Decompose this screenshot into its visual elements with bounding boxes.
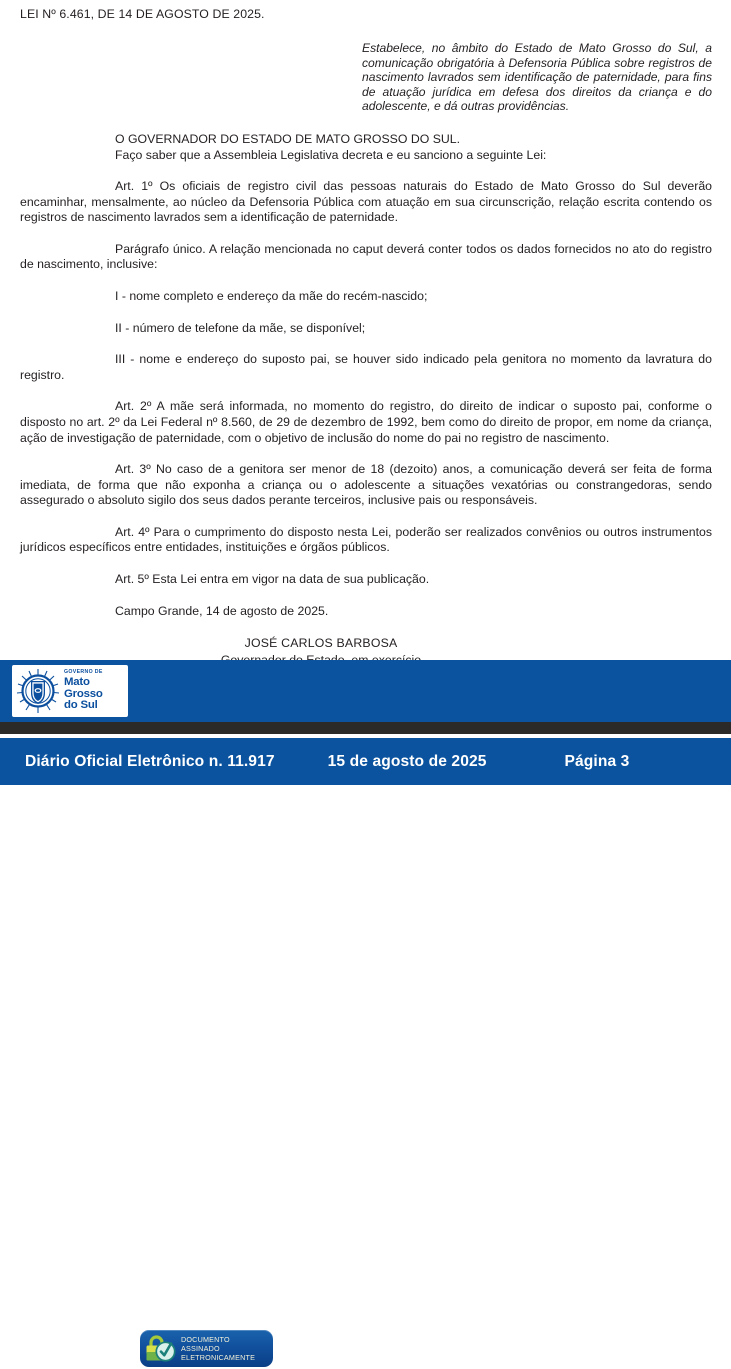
article-5: Art. 5º Esta Lei entra em vigor na data de sua publicação.: [115, 572, 430, 587]
preamble-line-governor: O GOVERNADOR DO ESTADO DE MATO GROSSO DO SUL.: [115, 131, 461, 146]
seal-line-2: ASSINADO: [181, 1343, 220, 1353]
article-1: Art. 1º Os oficiais de registro civil das pessoas naturais do Estado de Mato Grosso do Sul deverão encaminhar, mensalmente, ao núcleo da Defensoria Pública com atuação em sua circunscrição, relação escrita contendo os registros de nascimento lavrados sem a identificação de paternidade.: [20, 178, 712, 225]
article-4: Art. 4º Para o cumprimento do disposto nesta Lei, poderão ser realizados convênios ou outros instrumentos jurídicos específicos entre entidades, instituições e órgãos públicos.: [20, 524, 712, 555]
preamble-line-sanction: Faço saber que a Assembleia Legislativa decreta e eu sanciono a seguinte Lei:: [115, 147, 547, 162]
preamble-block: [20, 131, 712, 163]
paragrafo-unico: Parágrafo único. A relação mencionada no caput deverá conter todos os dados fornecidos no ato do registro de nascimento, inclusive:: [20, 241, 712, 272]
article-2: Art. 2º A mãe será informada, no momento do registro, do direito de indicar o suposto pai, conforme o disposto no art. 2º da Lei Federal nº 8.560, de 29 de dezembro de 1992, bem como do direito de propor, em nome da criança, ação de investigação de paternidade, com o objetivo de inclusão do nome do pai no registro de nascimento.: [20, 399, 712, 445]
logo-state-line-3: do Sul: [64, 699, 98, 712]
seal-line-1: DOCUMENTO: [181, 1334, 230, 1344]
signed-electronically-seal: [140, 1330, 273, 1367]
footer-bar: [0, 738, 731, 785]
state-logo-wordmark: [64, 670, 103, 711]
seal-icon-group: [144, 1333, 178, 1364]
footer-publication-title: Diário Oficial Eletrônico n. 11.917: [25, 752, 275, 770]
law-summary-ementa: Estabelece, no âmbito do Estado de Mato Grosso do Sul, a comunicação obrigatória à Defensoria Pública sobre registros de nascimento lavrados sem identificação de paternidade, para fins de atuação jurídica em defesa dos direitos da criança e do adolescente, e dá outras providências.: [362, 41, 712, 114]
state-coat-of-arms-icon: [16, 668, 60, 714]
list-item-i: I - nome completo e endereço da mãe do recém-nascido;: [115, 288, 428, 303]
logo-state-line-2: Grosso: [64, 687, 103, 700]
list-item-iii: III - nome e endereço do suposto pai, se houver sido indicado pela genitora no momento da lavratura do registro.: [20, 352, 712, 382]
document-page: [0, 0, 731, 660]
seal-line-3: ELETRONICAMENTE: [181, 1353, 256, 1363]
state-government-logo: [12, 665, 128, 717]
footer-page-number: Página 3: [564, 752, 630, 770]
authenticity-notice: A autenticidade deste documento pode ser verificada no endereço http://imprensaoficial.ms.gov.br: [294, 1342, 701, 1353]
article-3: Art. 3º No caso de a genitora ser menor de 18 (dezoito) anos, a comunicação deverá ser feita de forma imediata, de forma que não exponha a criança ou o adolescente a situações vexatórias ou constrangedoras, sendo assegurado o absoluto sigilo dos seus dados perante terceiros, inclusive pais ou responsáveis.: [20, 462, 712, 508]
law-title: LEI Nº 6.461, DE 14 DE AGOSTO DE 2025.: [20, 7, 265, 21]
list-item-ii: II - número de telefone da mãe, se disponível;: [115, 320, 366, 335]
logo-government-label: GOVERNO DE: [64, 669, 103, 676]
logo-state-line-1: Mato: [64, 675, 90, 688]
dark-separator-bar: [0, 722, 731, 734]
signatory-name: JOSÉ CARLOS BARBOSA: [244, 636, 398, 651]
place-and-date: Campo Grande, 14 de agosto de 2025.: [115, 603, 329, 618]
footer-date: 15 de agosto de 2025: [327, 752, 487, 770]
seal-text-group: [181, 1335, 255, 1363]
